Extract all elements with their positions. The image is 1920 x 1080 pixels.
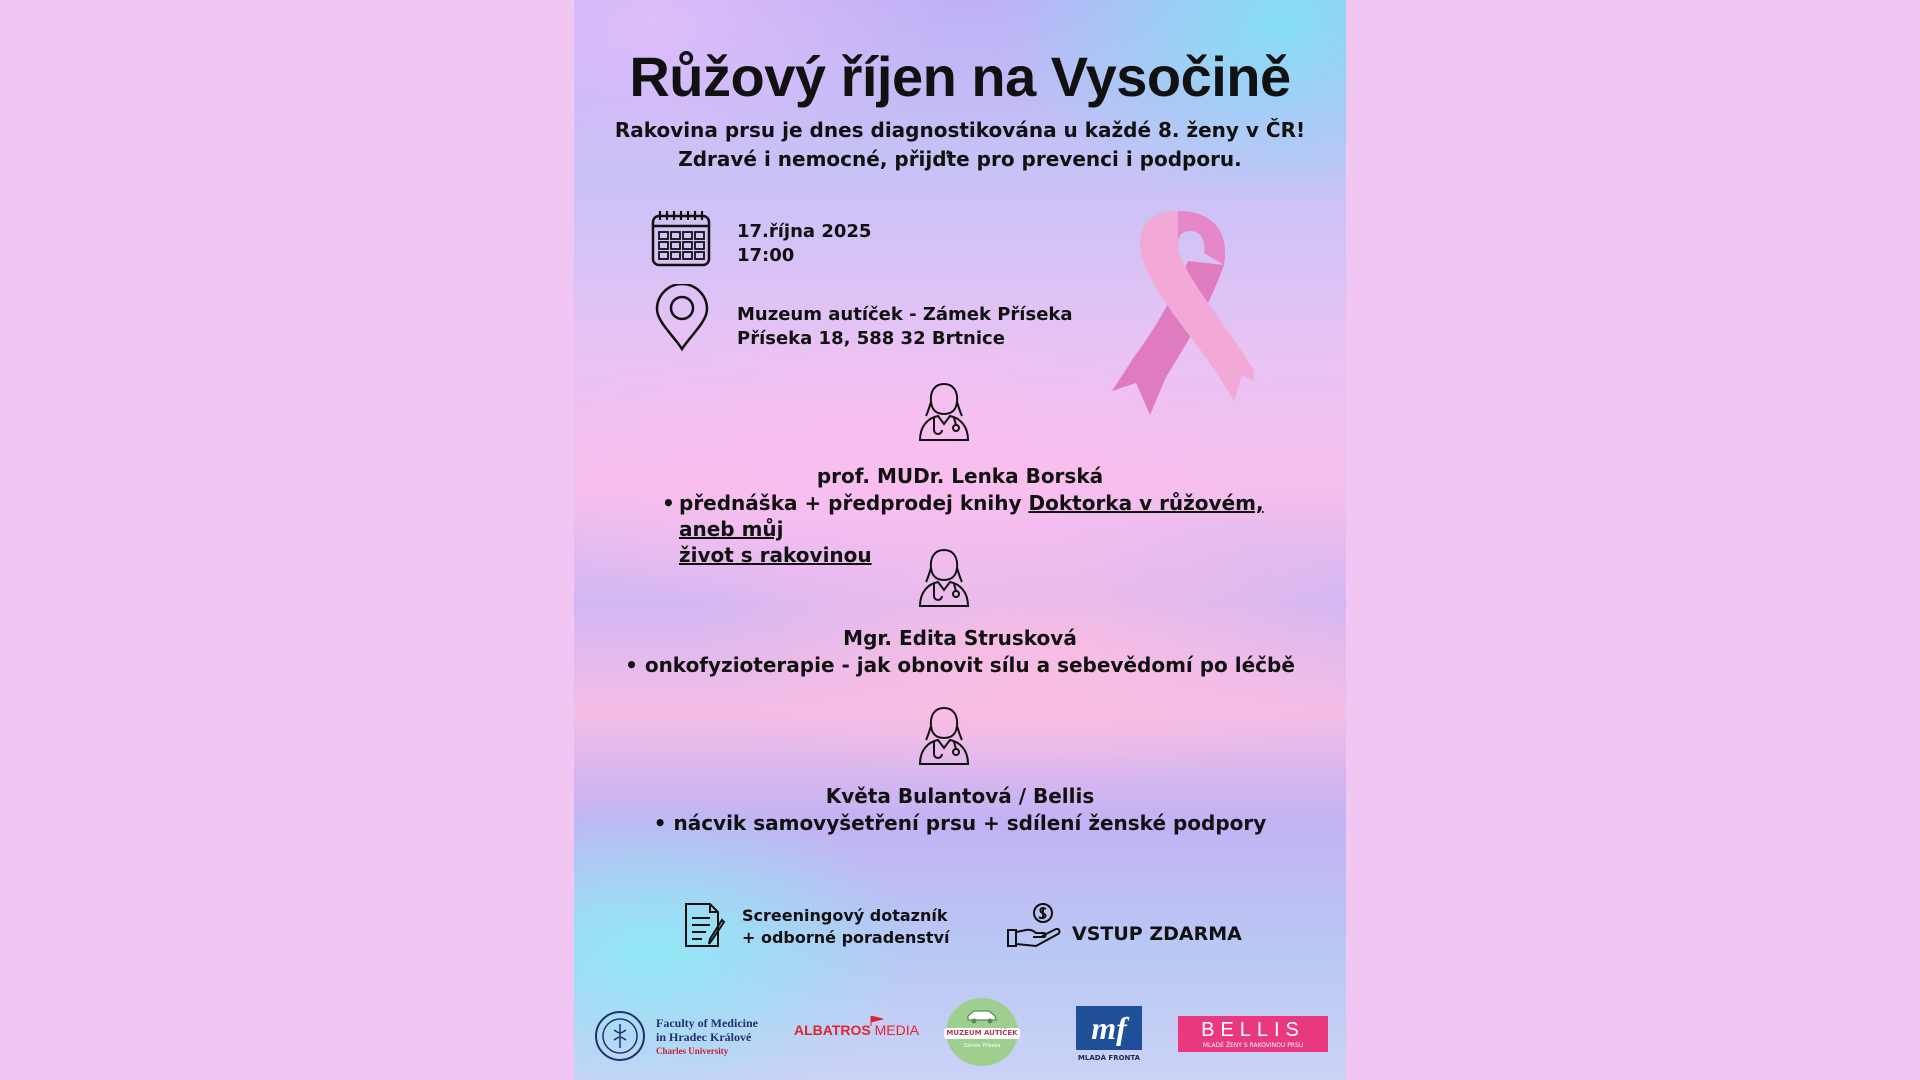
mf-mark: mf — [1076, 1006, 1142, 1050]
muzeum-sub: Zámek Příseka — [963, 1043, 1001, 1049]
speaker-3-desc — [574, 810, 1346, 836]
document-pen-icon — [682, 900, 728, 950]
doctor-icon — [916, 380, 972, 442]
free-entry: VSTUP ZDARMA — [1072, 923, 1242, 945]
bullet: • — [653, 811, 674, 835]
faculty-seal-logo — [594, 1010, 646, 1062]
poster-subtitle — [574, 116, 1346, 174]
flag-icon — [870, 1016, 884, 1026]
event-date: 17.října 2025 — [737, 221, 872, 242]
screening-info — [742, 905, 949, 949]
event-time: 17:00 — [737, 245, 795, 266]
car-icon — [965, 1008, 999, 1024]
event-location — [737, 303, 1073, 351]
bellis-logo — [1178, 1016, 1328, 1052]
screening-line-1: Screeningový dotazník — [742, 906, 948, 925]
speaker-2-name: Mgr. Edita Strusková — [843, 626, 1077, 650]
speaker-2-desc-text: onkofyzioterapie - jak obnovit sílu a sebevědomí po léčbě — [644, 653, 1295, 677]
speaker-1-desc: • přednáška + předprodej knihy Doktorka v růžovém, aneb můj život s rakovinou — [662, 491, 1264, 567]
bellis-mark: BELLIS — [1201, 1019, 1305, 1041]
doctor-icon — [916, 704, 972, 766]
media-word: MEDIA — [874, 1022, 919, 1038]
mf-text: MLADÁ FRONTA — [1077, 1054, 1141, 1062]
subtitle-line-1: Rakovina prsu je dnes diagnostikována u každé 8. ženy v ČR! — [614, 118, 1306, 142]
mlada-fronta-logo — [1076, 1006, 1142, 1062]
faculty-line-2: in Hradec Králové — [656, 1030, 752, 1044]
poster-title: Růžový říjen na Vysočině — [629, 45, 1291, 108]
faculty-line-3: Charles University — [656, 1046, 729, 1056]
faculty-line-1: Faculty of Medicine — [656, 1016, 758, 1030]
speaker-1-name: prof. MUDr. Lenka Borská — [816, 464, 1104, 488]
doctor-icon — [916, 546, 972, 608]
subtitle-line-2: Zdravé i nemocné, přijďte pro prevenci i podporu. — [678, 147, 1242, 171]
location-pin-icon — [654, 284, 710, 352]
location-address: Příseka 18, 588 32 Brtnice — [737, 328, 1005, 349]
pink-ribbon-icon — [1104, 205, 1254, 425]
event-poster — [574, 0, 1346, 1080]
bullet: • — [625, 653, 645, 677]
albatros-media-logo — [794, 1022, 919, 1038]
calendar-icon — [650, 208, 712, 268]
location-name: Muzeum autíček - Zámek Příseka — [737, 304, 1073, 325]
muzeum-banner: MUZEUM AUTÍČEK — [944, 1028, 1020, 1039]
speaker-3-name: Květa Bulantová / Bellis — [825, 784, 1095, 808]
muzeum-auticek-logo — [946, 998, 1018, 1066]
hand-coin-icon — [1006, 902, 1064, 950]
speaker-3-desc-text: nácvik samovyšetření prsu + sdílení ženské podpory — [673, 811, 1267, 835]
speaker-2-desc — [574, 652, 1346, 678]
bellis-tag: MLADÉ ŽENY S RAKOVINOU PRSU — [1202, 1042, 1304, 1049]
event-datetime — [737, 220, 871, 268]
faculty-logo-text — [656, 1016, 758, 1058]
speaker-1-desc-prefix: přednáška + předprodej knihy — [679, 491, 1029, 515]
book-title-link[interactable]: Doktorka v růžovém, aneb můj — [679, 491, 1264, 541]
book-title-link-cont[interactable]: život s rakovinou — [679, 543, 872, 567]
screening-line-2: + odborné poradenství — [742, 928, 950, 947]
albatros-word: ALBATROS — [794, 1022, 871, 1038]
